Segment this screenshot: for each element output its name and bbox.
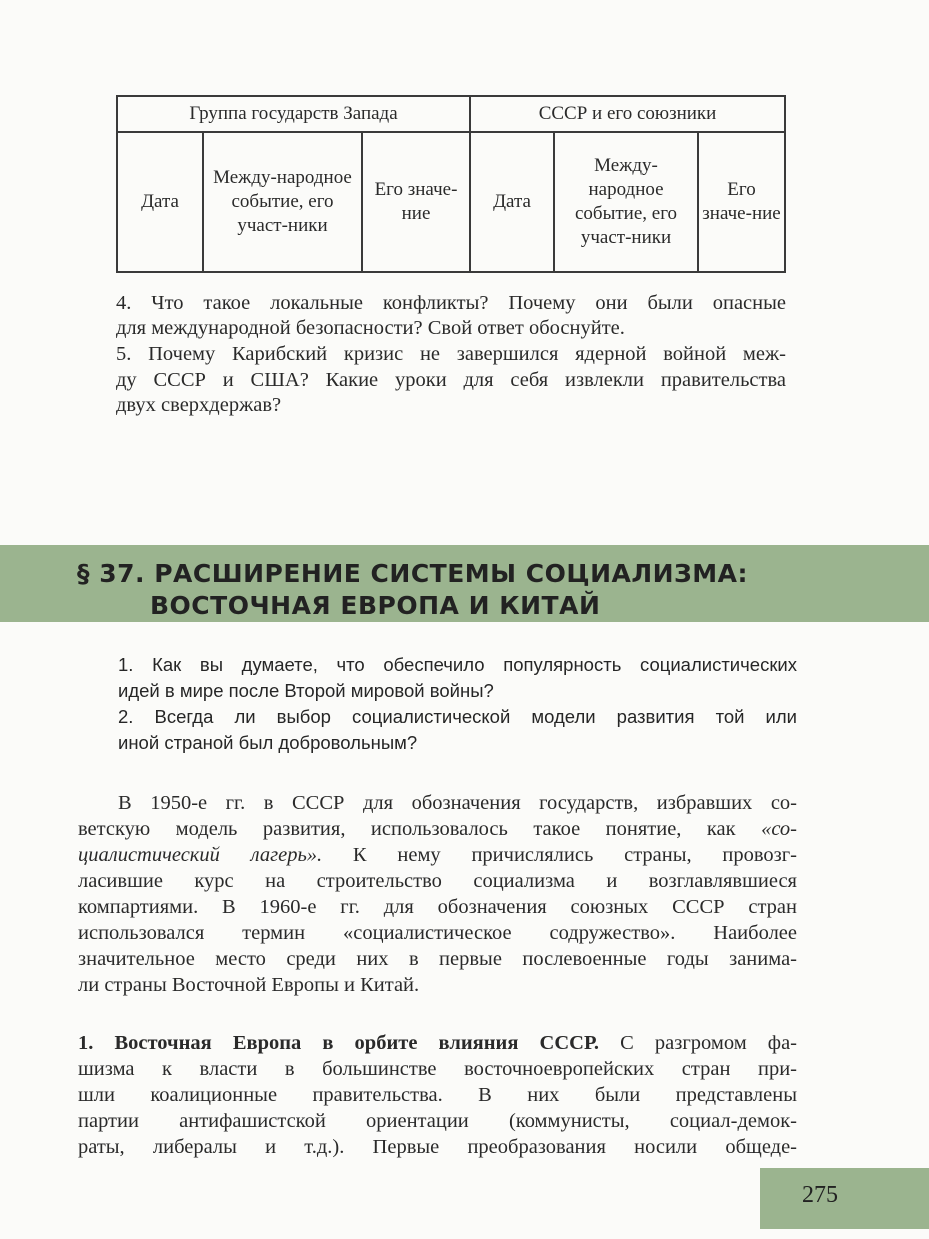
line-text: К нему причислялись страны, провозг- [322,844,797,866]
intro-question-text: идей в мире после Второй мировой войны? [118,680,494,701]
assignment-table [116,95,786,273]
paragraph-line [78,816,797,842]
paragraph-line [78,894,797,920]
question-line [116,367,786,393]
table-column-header: Дата [117,132,203,272]
line-text: шли коалиционные правительства. В них были представлены [78,1084,797,1106]
question-text: 5. Почему Карибский кризис не завершился ядерной войной меж- [116,343,786,365]
question-text: ду СССР и США? Какие уроки для себя извлекли правительства [116,369,786,391]
line-text: партии антифашистской ориентации (коммунисты, социал-демок- [78,1110,797,1132]
question-text: 4. Что такое локальные конфликты? Почему они были опасные [116,292,786,314]
page-number-box [760,1168,929,1229]
line-text: С разгромом фа- [599,1032,797,1054]
intro-question-text: 2. Всегда ли выбор социалистической модели развития той или [118,706,797,727]
question-line [116,341,786,367]
line-text: ласившие курс на строительство социализма и возглавлявшиеся [78,870,797,892]
question-line [116,315,786,341]
line-text: компартиями. В 1960-е гг. для обозначения союзных СССР стран [78,896,797,918]
table-column-header: Его значе-ние [698,132,785,272]
intro-question-line [118,704,797,730]
paragraph-line [78,868,797,894]
question-line [116,392,786,418]
intro-question-line [118,652,797,678]
paragraph-line [78,1108,797,1134]
intro-question-line [118,678,797,704]
line-text: ветскую модель развития, использовалось такое понятие, как [78,818,762,840]
intro-question-text: иной страной был добровольным? [118,732,418,753]
line-text: шизма к власти в большинстве восточноевропейских стран при- [78,1058,797,1080]
line-text: значительное место среди них в первые послевоенные годы занима- [78,948,797,970]
line-text: использовался термин «социалистическое содружество». Наиболее [78,922,797,944]
question-line [116,290,786,316]
paragraph-line [78,1056,797,1082]
paragraph-line [78,946,797,972]
paragraph-line [118,790,797,816]
line-text: раты, либералы и т.д.). Первые преобразования носили общеде- [78,1136,797,1158]
line-text: ли страны Восточной Европы и Китай. [78,974,420,996]
section-title-banner [0,545,929,622]
table-header-ussr: СССР и его союзники [470,96,785,132]
subsection-heading: 1. Восточная Европа в орбите влияния СССР. [78,1032,600,1054]
intro-question-text: 1. Как вы думаете, что обеспечило популярность социалистических [118,654,797,675]
page-number: 275 [802,1182,838,1208]
paragraph-line [78,842,797,868]
intro-question-line [118,730,797,756]
table-column-header: Его значе-ние [362,132,470,272]
table-column-header: Между-народное событие, его участ-ники [203,132,362,272]
question-text: для международной безопасности? Свой ответ обоснуйте. [116,317,625,339]
question-text: двух сверхдержав? [116,394,282,416]
paragraph-line [78,1030,797,1056]
paragraph-line [78,920,797,946]
italic-term: циалистический лагерь». [78,844,323,866]
section-title-line-1: § 37. РАСШИРЕНИЕ СИСТЕМЫ СОЦИАЛИЗМА: [77,559,749,588]
section-title-line-2: ВОСТОЧНАЯ ЕВРОПА И КИТАЙ [150,591,601,620]
italic-term: «со- [761,818,797,840]
line-text: В 1950-е гг. в СССР для обозначения государств, избравших со- [118,792,797,814]
paragraph-line [78,972,797,998]
paragraph-line [78,1082,797,1108]
paragraph-line [78,1134,797,1160]
table-column-header: Между-народное событие, его участ-ники [554,132,698,272]
table-header-west: Группа государств Запада [117,96,470,132]
table-column-header: Дата [470,132,554,272]
